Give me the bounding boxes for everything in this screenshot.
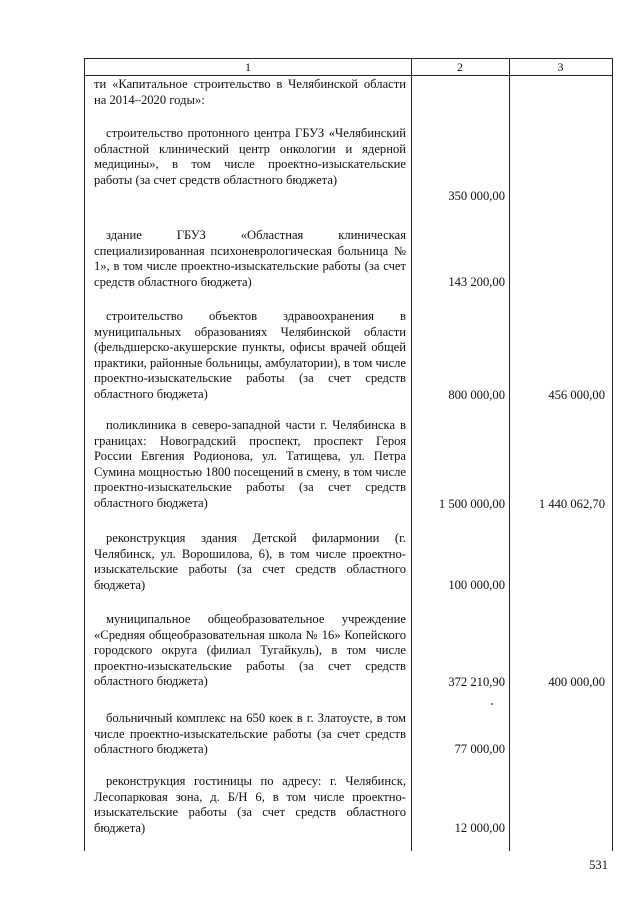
column-divider <box>509 59 510 851</box>
row-value-col2: 372 210,90 <box>448 675 505 689</box>
row-description: больничный комплекс на 650 коек в г. Златоусте, в том числе проектно-изыскательские работы (за счет средств областного бюджета) <box>94 711 406 757</box>
row-value-col2: 1 500 000,00 <box>438 497 505 511</box>
row-description: поликлиника в северо-западной части г. Челябинска в границах: Новоградский проспект, проспект Героя России Евгения Родионова, ул. Татищева, ул. Петра Сумина мощностью 1800 посещений в смену, в том числе проектно-изыскательские работы (за счет средств областного бюджета) <box>94 418 406 510</box>
page-number: 531 <box>589 858 608 872</box>
budget-table <box>84 58 613 851</box>
row-description: строительство протонного центра ГБУЗ «Челябинский областной клинический центр онкологии и ядерной медицины», в том числе проектно-изыскательские работы (за счет средств областного бюджета) <box>94 126 406 187</box>
row-description: муниципальное общеобразовательное учреждение «Средняя общеобразовательная школа № 16» Копейского городского округа (филиал Тугайкуль), в том числе проектно-изыскательские работы (за счет средств областного бюджета) <box>94 612 406 689</box>
row-value-col3: 400 000,00 <box>548 675 605 689</box>
row-value-col2: 12 000,00 <box>454 821 505 835</box>
row-value-col2: 350 000,00 <box>448 189 505 203</box>
header-divider <box>85 75 612 76</box>
row-value-col3: 456 000,00 <box>548 388 605 402</box>
row-description: реконструкция здания Детской филармонии (г. Челябинск, ул. Ворошилова, 6), в том числе проектно-изыскательские работы (за счет средств областного бюджета) <box>94 531 406 592</box>
row-description: здание ГБУЗ «Областная клиническая специализированная психоневрологическая больница № 1», в том числе проектно-изыскательские работы (за счет средств областного бюджета) <box>94 228 406 289</box>
row-value-col2: 77 000,00 <box>454 742 505 756</box>
row-description: реконструкция гостиницы по адресу: г. Челябинск, Лесопарковая зона, д. Б/Н 6, в том числе проектно-изыскательские работы (за счет средств областного бюджета) <box>94 774 406 835</box>
row-description: ти «Капитальное строительство в Челябинской области на 2014–2020 годы»: <box>94 77 406 107</box>
row-description: строительство объектов здравоохранения в муниципальных образованиях Челябинской области (фельдшерско-акушерские пункты, офисы врачей общей практики, районные больницы, амбулатории), в том числе проектно-изыскательские работы (за счет средств областного бюджета) <box>94 309 406 401</box>
column-divider <box>411 59 412 851</box>
column-header-3: 3 <box>557 60 564 74</box>
column-header-1: 1 <box>245 60 251 74</box>
row-value-col2: 100 000,00 <box>448 578 505 592</box>
scan-speck <box>491 703 493 705</box>
row-value-col2: 800 000,00 <box>448 388 505 402</box>
column-header-2: 2 <box>457 60 463 74</box>
row-value-col3: 1 440 062,70 <box>538 497 605 511</box>
row-value-col2: 143 200,00 <box>448 275 505 289</box>
